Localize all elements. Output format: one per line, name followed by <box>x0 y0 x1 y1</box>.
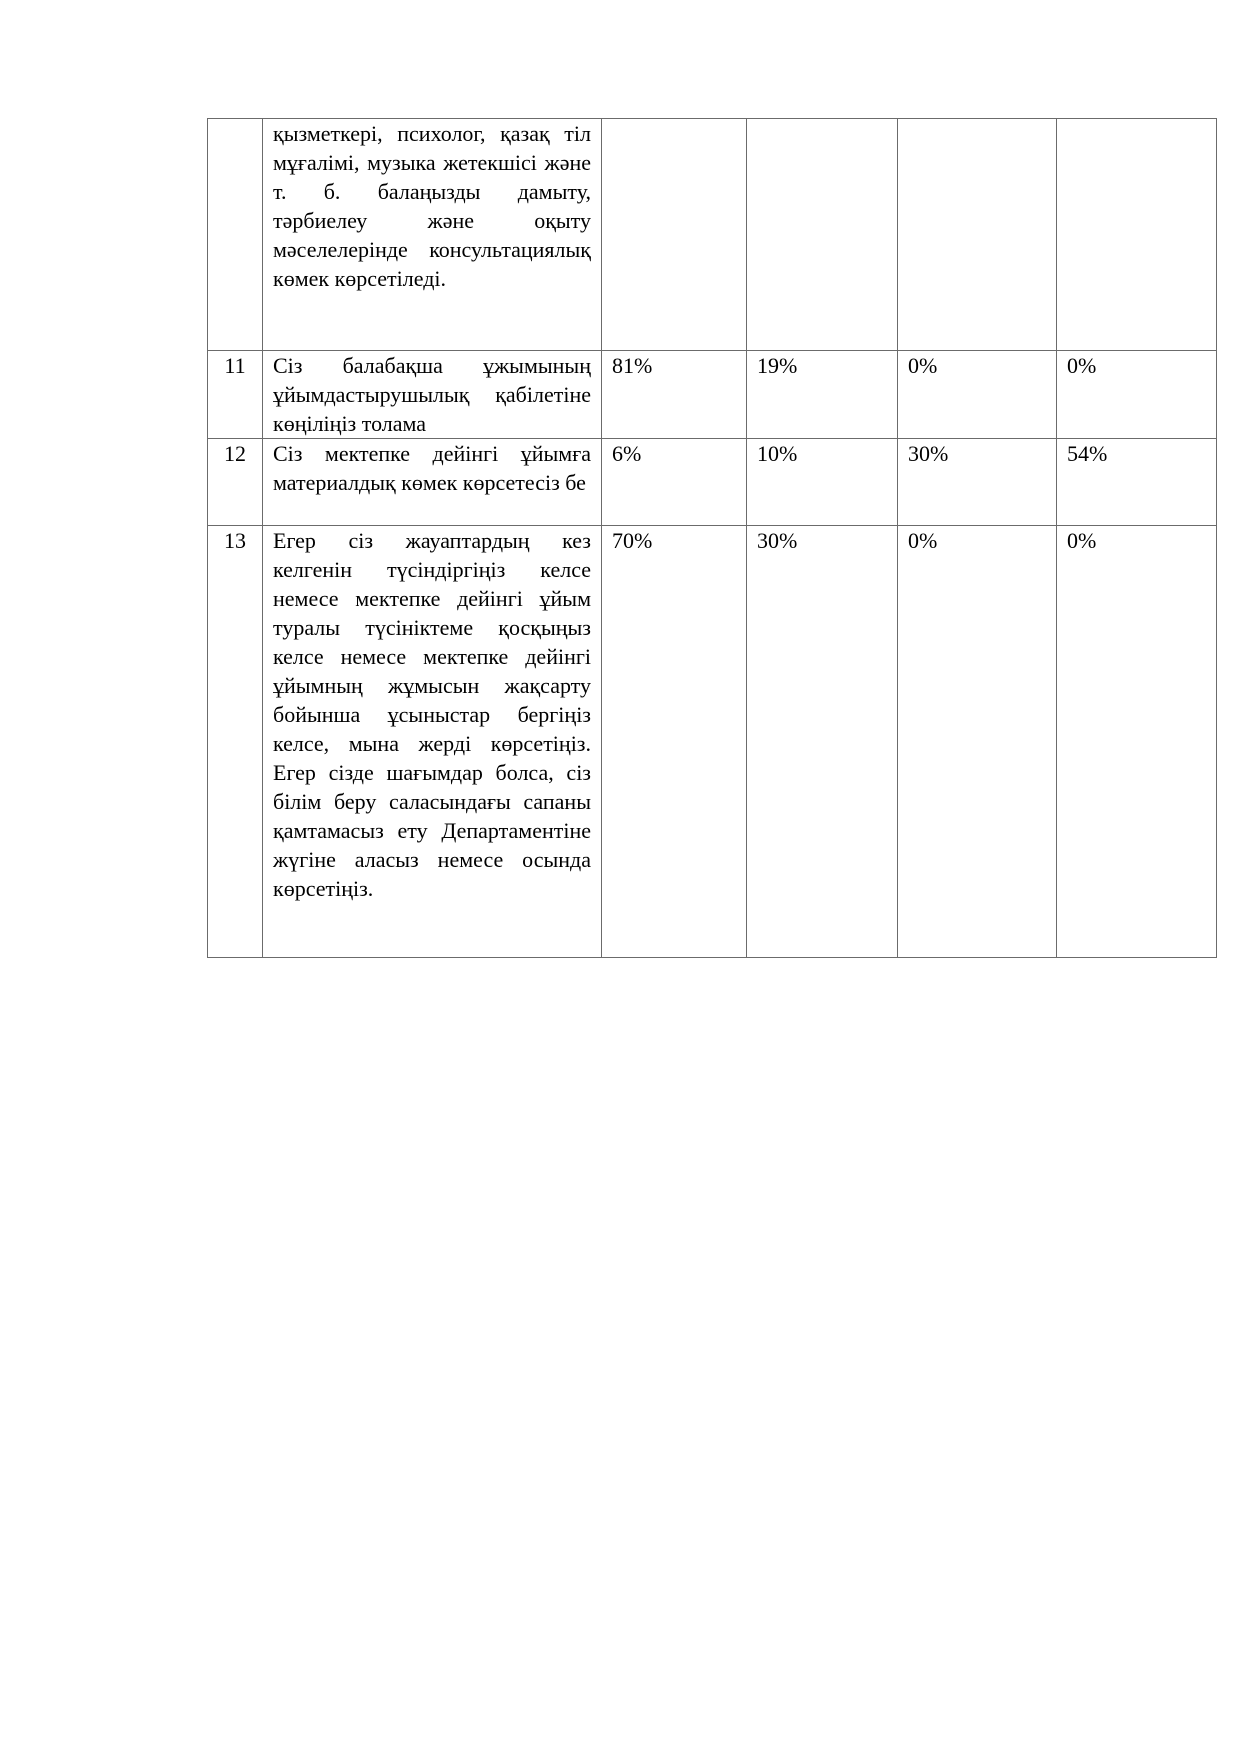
question-text: Сіз мектепке дейінгі ұйымға материалдық көмек көрсетесіз бе <box>263 439 602 526</box>
answer-value: 30% <box>898 439 1057 526</box>
table-row <box>208 351 1217 439</box>
table-row <box>208 526 1217 958</box>
answer-value: 0% <box>1057 351 1217 439</box>
answer-value: 6% <box>602 439 747 526</box>
answer-value <box>1057 119 1217 351</box>
row-number: 13 <box>208 526 263 958</box>
table-row <box>208 119 1217 351</box>
table-row <box>208 439 1217 526</box>
question-text: Егер сіз жауаптардың кез келгенін түсіндіргіңіз келсе немесе мектепке дейінгі ұйым туралы түсініктеме қосқыңыз келсе немесе мектепке дейінгі ұйымның жұмысын жақсарту бойынша ұсыныстар бергіңіз келсе, мына жерді көрсетіңіз. Егер сізде шағымдар болса, сіз білім беру саласындағы сапаны қамтамасыз ету Департаментіне жүгіне аласыз немесе осында көрсетіңіз. <box>263 526 602 958</box>
answer-value: 81% <box>602 351 747 439</box>
row-number: 11 <box>208 351 263 439</box>
answer-value: 54% <box>1057 439 1217 526</box>
answer-value <box>747 119 898 351</box>
answer-value <box>898 119 1057 351</box>
answer-value: 10% <box>747 439 898 526</box>
answer-value: 70% <box>602 526 747 958</box>
answer-value: 30% <box>747 526 898 958</box>
answer-value: 19% <box>747 351 898 439</box>
row-number <box>208 119 263 351</box>
question-text: Сіз балабақша ұжымының ұйымдастырушылық қабілетіне көңіліңіз толама <box>263 351 602 439</box>
answer-value <box>602 119 747 351</box>
survey-results-table <box>207 118 1217 958</box>
answer-value: 0% <box>898 351 1057 439</box>
row-number: 12 <box>208 439 263 526</box>
answer-value: 0% <box>1057 526 1217 958</box>
answer-value: 0% <box>898 526 1057 958</box>
question-text: қызметкері, психолог, қазақ тіл мұғалімі, музыка жетекшісі және т. б. балаңызды дамыту, тәрбиелеу және оқыту мәселелерінде консультациялық көмек көрсетіледі. <box>263 119 602 351</box>
